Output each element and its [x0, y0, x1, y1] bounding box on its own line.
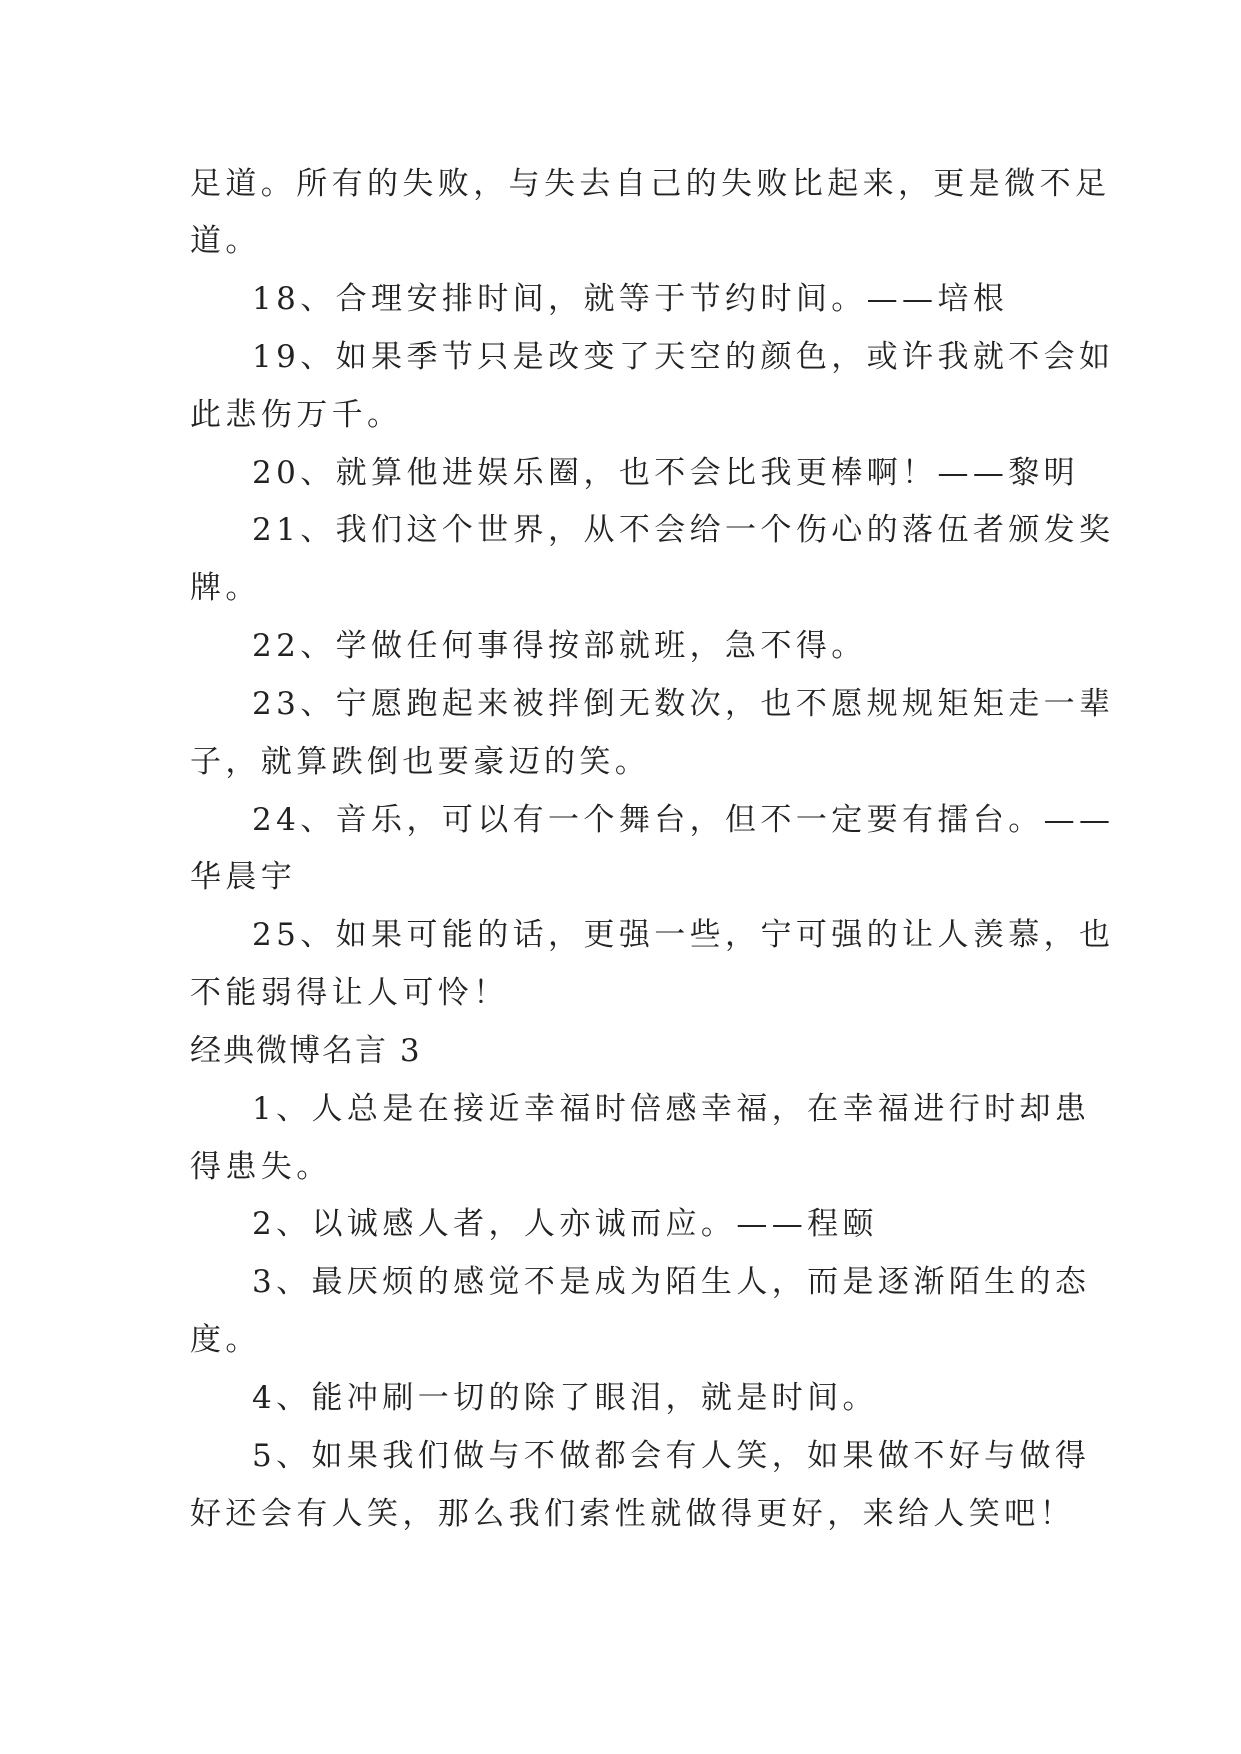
quote-3: 3、最厌烦的感觉不是成为陌生人，而是逐渐陌生的态: [252, 1264, 1091, 1300]
quote-1: 1、人总是在接近幸福时倍感幸福，在幸福进行时却患: [252, 1091, 1091, 1127]
quote-4: 4、能冲刷一切的除了眼泪，就是时间。: [252, 1380, 878, 1416]
quote-23-cont: 子，就算跌倒也要豪迈的笑。: [190, 744, 651, 780]
quote-2: 2、以诚感人者，人亦诚而应。——程颐: [252, 1206, 878, 1242]
quote-23: 23、宁愿跑起来被拌倒无数次，也不愿规规矩矩走一辈: [252, 686, 1115, 722]
quote-25-cont: 不能弱得让人可怜！: [190, 975, 509, 1011]
quote-19: 19、如果季节只是改变了天空的颜色，或许我就不会如: [252, 339, 1115, 375]
intro-line-1: 足道。所有的失败，与失去自己的失败比起来，更是微不足: [190, 166, 1111, 202]
quote-22: 22、学做任何事得按部就班，急不得。: [252, 628, 867, 664]
section-heading: 经典微博名言 3: [190, 1033, 422, 1069]
quote-1-cont: 得患失。: [190, 1149, 332, 1185]
quote-25: 25、如果可能的话，更强一些，宁可强的让人羡慕，也: [252, 917, 1115, 953]
quote-5-cont: 好还会有人笑，那么我们索性就做得更好，来给人笑吧！: [190, 1496, 1075, 1532]
quote-21-cont: 牌。: [190, 570, 261, 606]
quote-3-cont: 度。: [190, 1322, 261, 1358]
quote-19-cont: 此悲伤万千。: [190, 397, 403, 433]
quote-24: 24、音乐，可以有一个舞台，但不一定要有擂台。——: [252, 802, 1115, 838]
quote-24-cont: 华晨宇: [190, 859, 297, 895]
quote-21: 21、我们这个世界，从不会给一个伤心的落伍者颁发奖: [252, 512, 1115, 548]
intro-line-2: 道。: [190, 223, 261, 259]
quote-5: 5、如果我们做与不做都会有人笑，如果做不好与做得: [252, 1438, 1091, 1474]
quote-18: 18、合理安排时间，就等于节约时间。——培根: [252, 281, 1009, 317]
quote-20: 20、就算他进娱乐圈，也不会比我更棒啊！——黎明: [252, 455, 1080, 491]
